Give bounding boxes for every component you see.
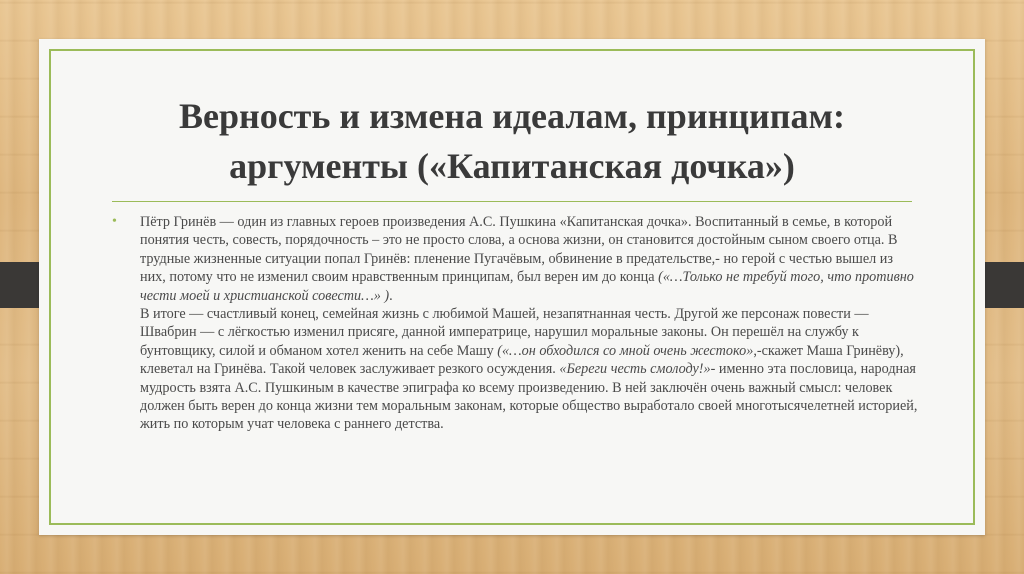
paragraph-2-text-1: В итоге — счастливый конец, семейная жизнь с любимой Машей, незапятнанная честь. Другой же персонаж повести — Швабрин — с лёгкостью изменил присяге, данной императрице, нарушил моральные законы. Он перешёл на службу к бунтовщику, силой и обманом хотел женить на себе Машу [140,306,869,359]
slide [39,39,985,535]
title-divider [112,201,912,202]
paragraph-1 [140,213,920,305]
paragraph-2-text-3: - именно эта пословица, народная мудрость взята А.С. Пушкиным в качестве эпиграфа ко всему произведению. В ней заключён очень важный смысл: человек должен быть верен до конца жизни тем моральным законам, которые общество выработало своей многотысячелетней историей, жить по которым учат человека с раннего детства. [140,361,918,433]
paragraph-2-text-2: ,-скажет Маша Гринёву), клеветал на Гринёва. Такой человек заслуживает резкого осуждения. [140,342,904,378]
body-text [140,213,920,434]
paragraph-2-quote-1: («…он обходился со мной очень жестоко» [497,342,754,359]
slide-title [99,91,925,191]
paragraph-1-quote-1: («…Только не требуй того, что противно чести моей и христианской совести…» ) [140,269,914,304]
paragraph-1-text-1: Пётр Гринёв — один из главных героев произведения А.С. Пушкина «Капитанская дочка». Воспитанный в семье, в которой понятия честь, совесть, порядочность – это не просто слова, а основа жизни, он становится достойным сыном своего отца. В трудные жизненные ситуации попал Гринёв: пленение Пугачёвым, обвинение в предательстве,- но герой с честью вышел из них, потому что не изменил своим нравственным принципам, был верен им до конца [140,214,898,286]
title-line-1: Верность и измена идеалам, принципам: [178,96,846,136]
bullet-icon: • [112,214,117,229]
paragraph-2 [140,305,920,434]
title-line-2: аргументы («Капитанская дочка») [229,146,795,186]
paragraph-1-text-2: . [389,287,393,304]
paragraph-2-quote-2: «Береги честь смолоду!» [559,361,711,378]
